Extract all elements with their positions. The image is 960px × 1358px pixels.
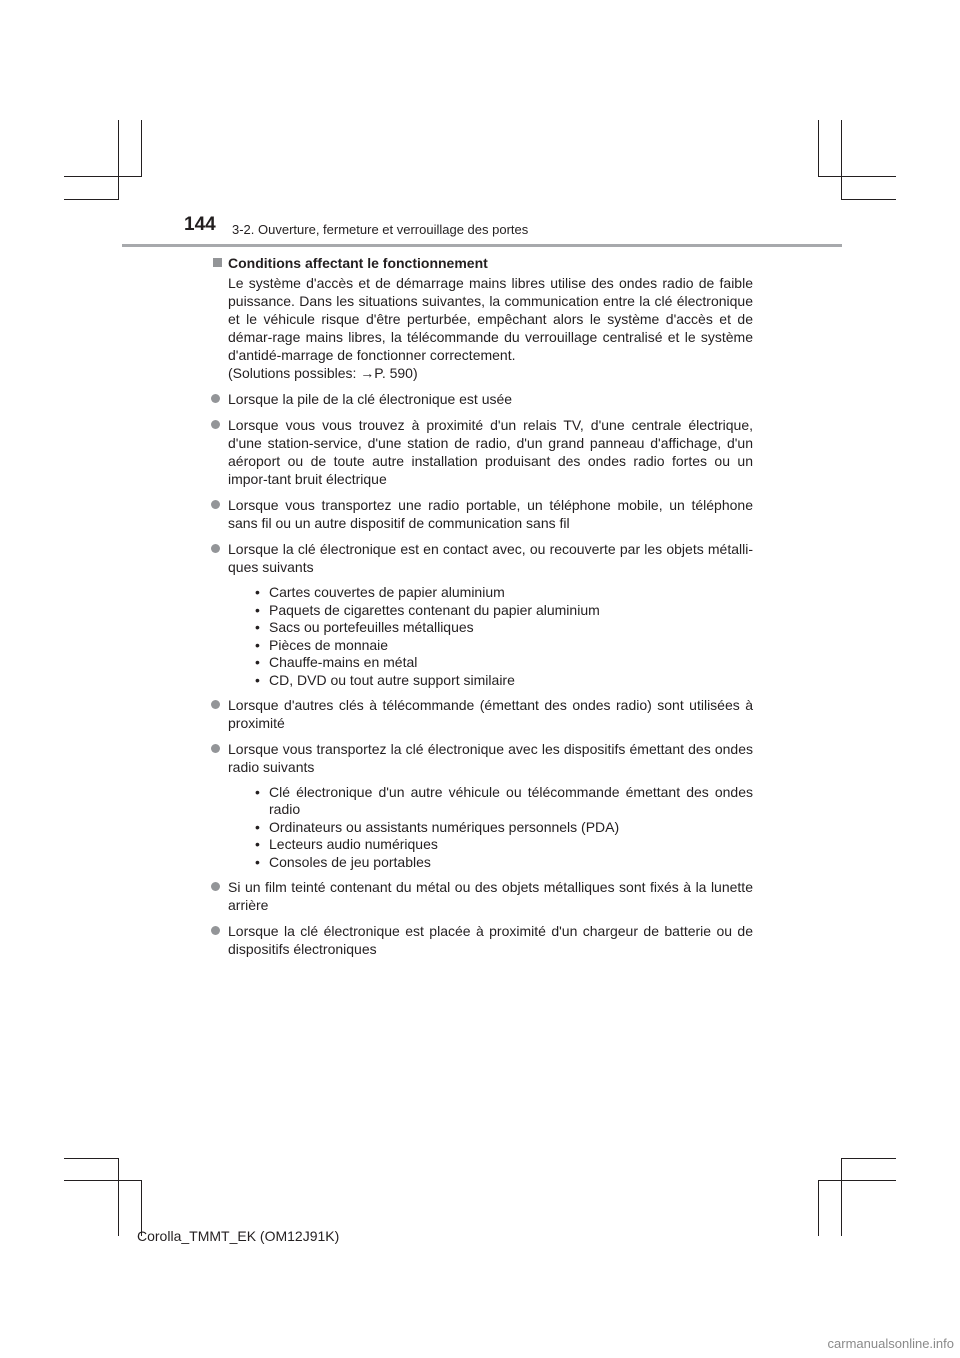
list-item bbox=[211, 878, 753, 914]
circle-bullet-icon bbox=[211, 500, 220, 509]
crop-mark bbox=[841, 1158, 896, 1159]
sublist-item: • Paquets de cigarettes contenant du papier aluminium bbox=[255, 601, 600, 618]
circle-bullet-icon bbox=[211, 882, 220, 891]
list-item-text: Lorsque la clé électronique est placée à proximité d'un chargeur de batterie ou de dispositifs électroniques bbox=[228, 922, 753, 957]
list-item-text: Lorsque d'autres clés à télécommande (émettant des ondes radio) sont utilisées à proximité bbox=[228, 696, 753, 731]
circle-bullet-icon bbox=[211, 744, 220, 753]
crop-mark bbox=[141, 120, 142, 176]
document-id: Corolla_TMMT_EK (OM12J91K) bbox=[137, 1228, 340, 1244]
crop-mark bbox=[841, 199, 896, 200]
sublist-item: • Pièces de monnaie bbox=[255, 636, 389, 653]
list-item-main-text: Lorsque vous transportez la clé électronique avec les dispositifs émettant des ondes radio suivants bbox=[228, 740, 753, 775]
crop-mark bbox=[818, 120, 819, 176]
sublist-item: • Ordinateurs ou assistants numériques personnels (PDA) bbox=[255, 818, 620, 835]
crop-mark bbox=[841, 1158, 842, 1236]
crop-mark bbox=[818, 176, 896, 177]
radio-devices-sublist bbox=[245, 784, 753, 872]
metal-objects-sublist bbox=[245, 584, 753, 690]
circle-bullet-icon bbox=[211, 544, 220, 553]
sublist-item: • CD, DVD ou tout autre support similaire bbox=[255, 671, 515, 688]
sublist-item: • Sacs ou portefeuilles métalliques bbox=[255, 619, 474, 636]
list-item bbox=[211, 696, 753, 732]
header-rule bbox=[122, 244, 842, 247]
square-bullet-icon bbox=[213, 258, 222, 267]
list-item bbox=[211, 740, 753, 872]
crop-mark bbox=[64, 1180, 142, 1181]
solutions-reference: (Solutions possibles: →P. 590) bbox=[228, 365, 418, 381]
list-item-text bbox=[228, 740, 753, 872]
list-item bbox=[211, 496, 753, 532]
crop-mark bbox=[818, 1180, 896, 1181]
main-content bbox=[211, 254, 753, 966]
list-item-text: Lorsque vous transportez une radio portable, un téléphone mobile, un téléphone sans fil ou un autre dispositif de communication sans fil bbox=[228, 497, 753, 531]
crop-mark bbox=[64, 199, 119, 200]
crop-mark bbox=[64, 176, 142, 177]
section-title: 3-2. Ouverture, fermeture et verrouillage des portes bbox=[232, 222, 529, 237]
crop-mark bbox=[841, 120, 842, 200]
conditions-list bbox=[211, 390, 753, 958]
crop-mark bbox=[818, 1180, 819, 1236]
crop-mark bbox=[64, 1158, 119, 1159]
list-item-text: Si un film teinté contenant du métal ou des objets métalliques sont fixés à la lunette arrière bbox=[228, 878, 753, 913]
list-item-text bbox=[228, 540, 753, 690]
sublist-item: • Lecteurs audio numériques bbox=[255, 836, 438, 853]
intro-paragraph: Le système d'accès et de démarrage mains libres utilise des ondes radio de faible puissance. Dans les situations suivantes, la communication entre la clé électronique et le véhicule risque d'être perturbée, empêchant alors le système d'accès et de démar-rage mains libres, la télécommande du verrouillage centralisé et le système d'antidé-marrage de fonctionner correctement. bbox=[228, 275, 753, 363]
list-item bbox=[211, 390, 753, 408]
sublist-item: • Cartes couvertes de papier aluminium bbox=[255, 584, 505, 600]
section-heading-text: Conditions affectant le fonctionnement bbox=[228, 255, 488, 271]
page-number: 144 bbox=[184, 214, 216, 235]
sublist-item: • Chauffe-mains en métal bbox=[255, 654, 418, 671]
list-item-text: Lorsque la pile de la clé électronique est usée bbox=[228, 391, 513, 407]
sublist-item: • Consoles de jeu portables bbox=[255, 853, 431, 870]
crop-mark bbox=[118, 120, 119, 200]
circle-bullet-icon bbox=[211, 926, 220, 935]
list-item bbox=[211, 416, 753, 488]
section-heading bbox=[211, 254, 753, 272]
circle-bullet-icon bbox=[211, 700, 220, 709]
list-item bbox=[211, 922, 753, 958]
list-item-text: Lorsque vous vous trouvez à proximité d'un relais TV, d'une centrale électrique, d'une station-service, d'une station de radio, d'un grand panneau d'affichage, d'un aéroport ou de toute autre installation produisant des ondes radio fortes ou un impor-tant bruit électrique bbox=[228, 417, 753, 487]
crop-mark bbox=[118, 1158, 119, 1236]
list-item bbox=[211, 540, 753, 690]
list-item-main-text: Lorsque la clé électronique est en contact avec, ou recouverte par les objets métalli-ques suivants bbox=[228, 541, 753, 575]
circle-bullet-icon bbox=[211, 420, 220, 429]
sublist-item: • Clé électronique d'un autre véhicule ou télécommande émettant des ondes radio bbox=[255, 783, 753, 818]
watermark: carmanualsonline.info bbox=[827, 1336, 954, 1351]
circle-bullet-icon bbox=[211, 394, 220, 403]
